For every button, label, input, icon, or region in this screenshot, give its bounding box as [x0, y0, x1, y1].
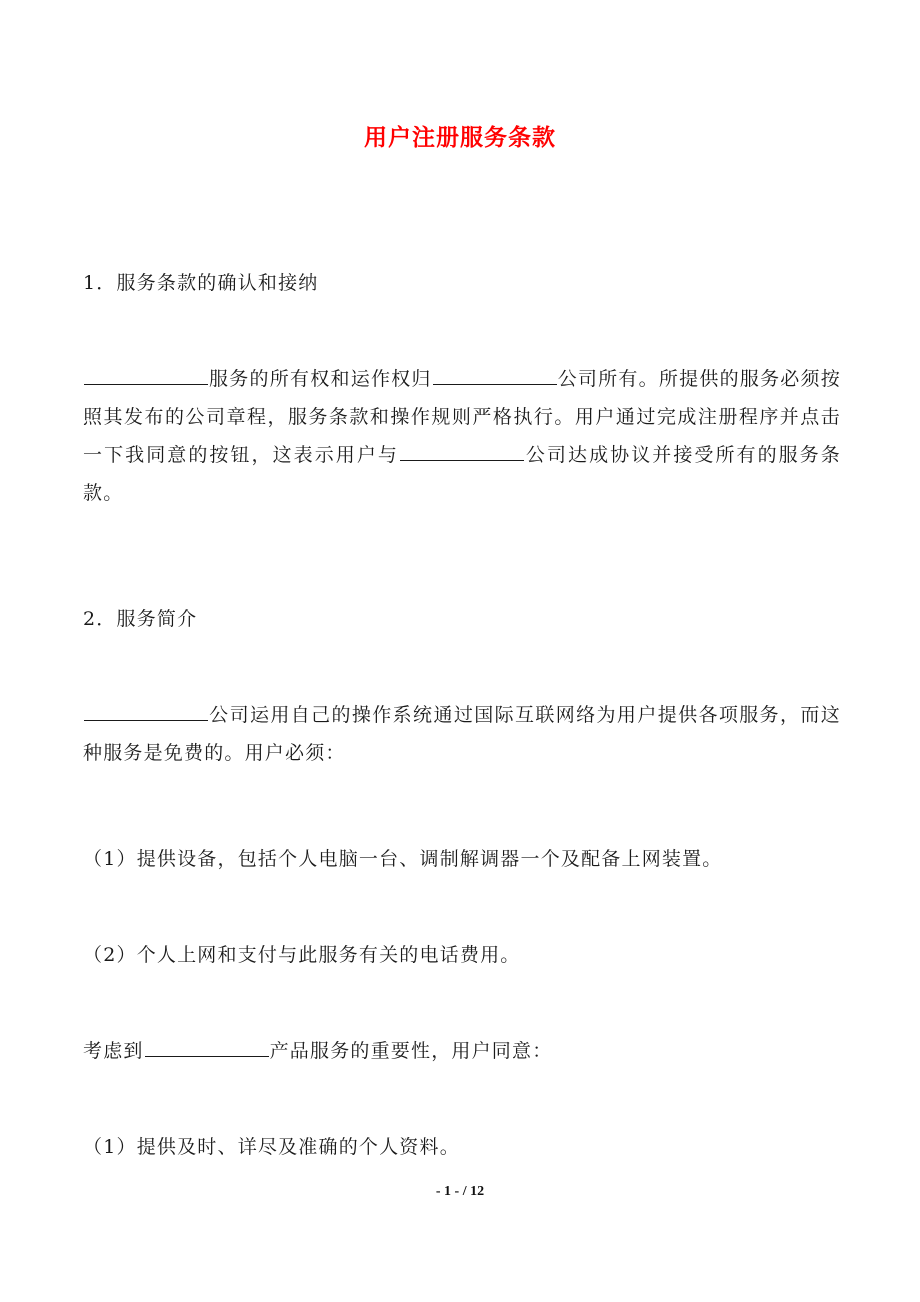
paragraph-text: 公司所有。所提供的服务必须按照其发布的公司章程，服务条款和操作规则严格执行。用户通过完成注册程序并点击一下我同意的按钮，这表示用户与	[83, 368, 841, 466]
fill-in-blank	[84, 365, 208, 385]
agreement-item-1: （1）提供及时、详尽及准确的个人资料。	[83, 1136, 460, 1158]
fill-in-blank	[145, 1037, 269, 1057]
fill-in-blank	[400, 441, 524, 461]
paragraph-text: 产品服务的重要性，用户同意：	[269, 1040, 553, 1062]
paragraph-text: 服务的所有权和运作权归	[209, 368, 432, 390]
section-1-paragraph	[83, 360, 841, 512]
paragraph-text: 公司运用自己的操作系统通过国际互联网络为用户提供各项服务，而这种服务是免费的。用户必须：	[83, 704, 841, 764]
page-number: - 1 - / 12	[435, 1184, 485, 1199]
fill-in-blank	[84, 701, 208, 721]
requirement-item-1: （1）提供设备，包括个人电脑一台、调制解调器一个及配备上网装置。	[83, 848, 723, 870]
paragraph-text: 考虑到	[83, 1040, 144, 1062]
fill-in-blank	[433, 365, 557, 385]
paragraph-text: 公司达成协议并接受所有的服务条款。	[83, 444, 841, 504]
document-title: 用户注册服务条款	[364, 125, 556, 151]
section-1-heading: 1．服务条款的确认和接纳	[83, 272, 319, 294]
section-2-intro	[83, 696, 841, 772]
section-2-heading: 2．服务简介	[83, 608, 198, 630]
consider-paragraph	[83, 1032, 841, 1070]
requirement-item-2: （2）个人上网和支付与此服务有关的电话费用。	[83, 944, 521, 966]
